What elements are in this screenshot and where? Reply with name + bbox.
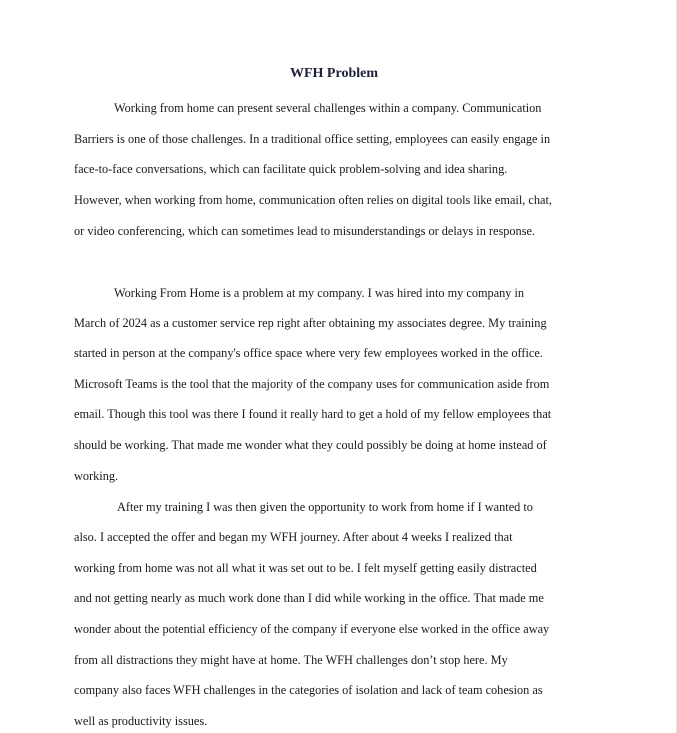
paragraph-1-line-3: face-to-face conversations, which can facilitate quick problem-solving and idea sharing.: [74, 162, 508, 176]
paragraph-1-line-4: However, when working from home, communication often relies on digital tools like email, chat,: [74, 193, 552, 207]
paragraph-2-line-1: Working From Home is a problem at my company. I was hired into my company in: [114, 286, 525, 300]
paragraph-1-line-1: Working from home can present several challenges within a company. Communication: [114, 101, 542, 115]
paragraph-2-line-3: started in person at the company's office space where very few employees worked in the office.: [74, 346, 543, 360]
paragraph-3-line-3: working from home was not all what it was set out to be. I felt myself getting easily distracted: [74, 561, 537, 575]
paragraph-3-line-2: also. I accepted the offer and began my WFH journey. After about 4 weeks I realized that: [74, 530, 513, 544]
paragraph-3-line-6: from all distractions they might have at home. The WFH challenges don’t stop here. My: [74, 653, 508, 667]
paragraph-2-line-5: email. Though this tool was there I found it really hard to get a hold of my fellow employees that: [74, 407, 552, 421]
document-title: WFH Problem: [289, 66, 378, 81]
paragraph-3-line-7: company also faces WFH challenges in the categories of isolation and lack of team cohesion as: [74, 683, 543, 697]
paragraph-2-line-7: working.: [74, 469, 119, 483]
paragraph-2-line-4: Microsoft Teams is the tool that the majority of the company uses for communication aside from: [74, 377, 550, 391]
paragraph-3-line-5: wonder about the potential efficiency of the company if everyone else worked in the office away: [74, 622, 550, 636]
paragraph-3-line-1: After my training I was then given the opportunity to work from home if I wanted to: [117, 500, 533, 514]
paragraph-1-line-2: Barriers is one of those challenges. In a traditional office setting, employees can easily engage in: [74, 132, 551, 146]
paragraph-3-line-4: and not getting nearly as much work done than I did while working in the office. That made me: [74, 591, 544, 605]
paragraph-2-line-2: March of 2024 as a customer service rep right after obtaining my associates degree. My training: [74, 316, 547, 330]
paragraph-3-line-8: well as productivity issues.: [74, 714, 208, 728]
paragraph-2-line-6: should be working. That made me wonder what they could possibly be doing at home instead of: [74, 438, 547, 452]
paragraph-1-line-5: or video conferencing, which can sometimes lead to misunderstandings or delays in response.: [74, 224, 536, 238]
